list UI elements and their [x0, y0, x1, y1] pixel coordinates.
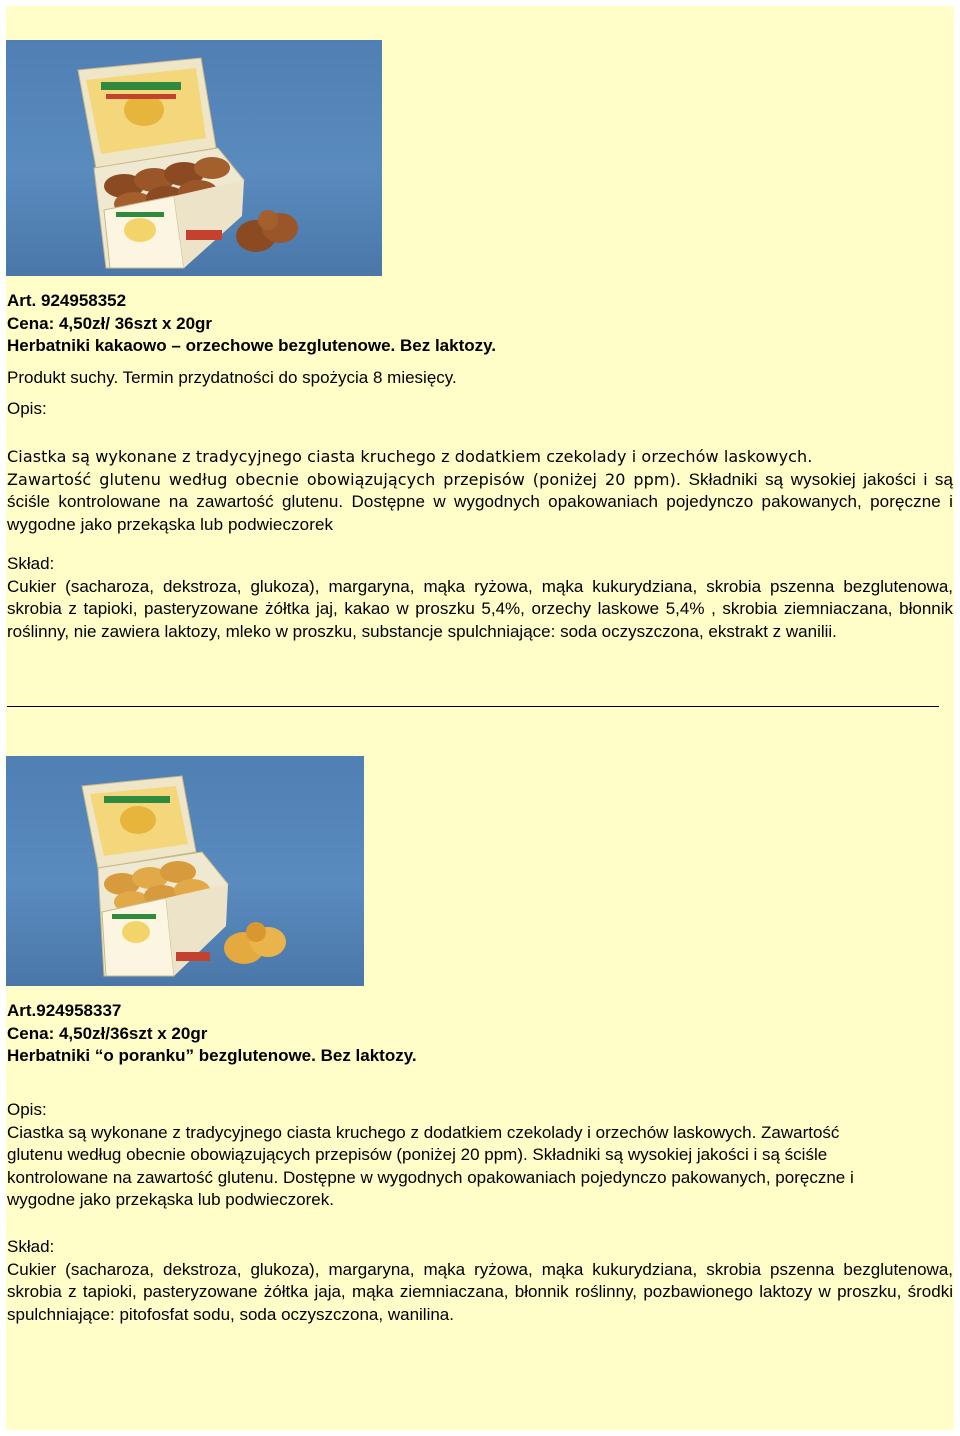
product1-opis-line2	[7, 469, 953, 537]
product2-name: Herbatniki “o poranku” bezglutenowe. Bez laktozy.	[7, 1046, 417, 1065]
product1-opis-line2-b: Składniki są wysokiej jakości i są ściśle kontrolowane na zawartość glutenu.	[7, 469, 953, 511]
product2-ingredients	[7, 1236, 953, 1326]
product1-name: Herbatniki kakaowo – orzechowe bezglutenowe. Bez laktozy.	[7, 336, 497, 355]
product1-sklad-text: Cukier (sacharoza, dekstroza, glukoza), margaryna, mąka ryżowa, mąka kukurydziana, skrobia pszenna bezglutenowa, skrobia z tapioki, pasteryzowane żółtka jaj, kakao w proszku 5,4%, orzechy laskowe 5,4% , skrobia ziemniaczana, błonnik roślinny, nie zawiera laktozy, mleko w proszku, substancje spulchniające: soda oczyszczona, ekstrakt z wanilii.	[7, 576, 953, 641]
product1-description	[7, 446, 953, 536]
product2-opis-text: Ciastka są wykonane z tradycyjnego ciasta kruchego z dodatkiem czekolady i orzechów laskowych. Zawartość glutenu według obecnie obowiązujących przepisów (poniżej 20 ppm). Składniki są wysokiej jakości i są ściśle kontrolowane na zawartość glutenu. Dostępne w wygodnych opakowaniach pojedynczo pakowanych, poręczne i wygodne jako przekąska lub podwieczorek.	[7, 1122, 854, 1209]
product1-opis-line3: Dostępne w wygodnych opakowaniach pojedynczo pakowanych, poręczne i wygodne jako przekąska lub podwieczorek	[7, 492, 953, 534]
product1-opis-line1: Ciastka są wykonane z tradycyjnego ciasta kruchego z dodatkiem czekolady i orzechów laskowych.	[7, 447, 813, 466]
biscuit-box-illustration-2	[6, 756, 364, 986]
product2-description	[7, 1099, 953, 1212]
product2-opis-label: Opis:	[7, 1100, 47, 1119]
product1-opis-line2-a: Zawartość glutenu według obecnie obowiązujących przepisów (poniżej 20 ppm).	[7, 469, 682, 489]
product-photo-morning	[6, 756, 364, 986]
product2-art: Art.924958337	[7, 1001, 122, 1020]
biscuit-box-illustration	[6, 40, 382, 276]
product1-ingredients	[7, 553, 953, 643]
product2-header	[7, 1000, 953, 1068]
product1-opis-label: Opis:	[7, 399, 47, 418]
product2-sklad-text: Cukier (sacharoza, dekstroza, glukoza), margaryna, mąka ryżowa, mąka kukurydziana, skrobia pszenna bezglutenowa, skrobia z tapioki, pasteryzowane żółtka jaja, mąka ziemniaczana, błonnik roślinny, pozbawionego laktozy w proszku, środki spulchniające: pitofosfat sodu, soda oczyszczona, wanilina.	[7, 1259, 953, 1324]
document-page	[6, 6, 954, 1430]
product1-shelf-life: Produkt suchy. Termin przydatności do spożycia 8 miesięcy.	[7, 367, 457, 387]
product-photo-cocoa-hazelnut	[6, 40, 382, 276]
product2-sklad-label: Skład:	[7, 1237, 55, 1256]
section-divider	[7, 706, 939, 707]
product2-price: Cena: 4,50zł/36szt x 20gr	[7, 1023, 208, 1043]
product1-header	[7, 290, 953, 421]
product1-price: Cena: 4,50zł/ 36szt x 20gr	[7, 313, 213, 333]
product1-sklad-label: Skład:	[7, 554, 55, 573]
product1-art: Art. 924958352	[7, 291, 127, 310]
